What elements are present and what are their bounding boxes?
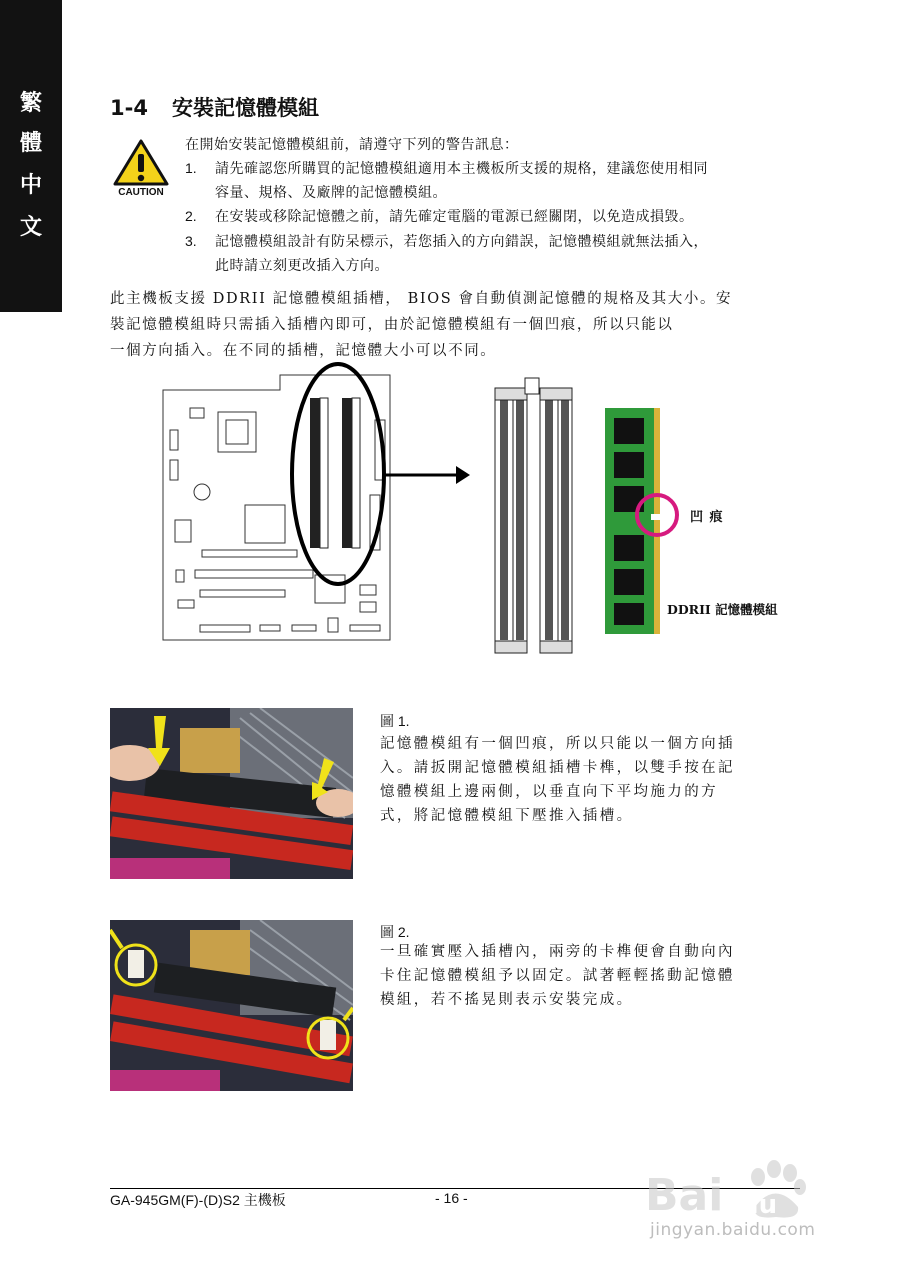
page-number: - 16 - xyxy=(435,1190,468,1206)
figure-1-photo xyxy=(110,708,353,879)
figure-2-photo xyxy=(110,920,353,1091)
section-title xyxy=(110,92,319,122)
caution-item-line: 在安裝或移除記憶體之前，請先確定電腦的電源已經關閉，以免造成損毀。 xyxy=(215,209,694,225)
dimm-slot-enlarged-1 xyxy=(495,388,527,653)
caution-item-line: 此時請立刻更改插入方向。 xyxy=(215,258,389,274)
watermark-url: jingyan.baidu.com xyxy=(650,1220,816,1240)
figure-2-title: 圖 2. xyxy=(380,924,410,940)
caption-line: 卡住記憶體模組予以固定。試著輕輕搖動記憶體 xyxy=(380,968,735,984)
caption-line: 模組，若不搖晃則表示安裝完成。 xyxy=(380,992,634,1008)
caption-line: 記憶體模組有一個凹痕，所以只能以一個方向插 xyxy=(380,736,735,752)
caption-line: 一旦確實壓入插槽內，兩旁的卡榫便會自動向內 xyxy=(380,944,735,960)
paragraph-line: 一個方向插入。在不同的插槽，記憶體大小可以不同。 xyxy=(110,343,497,359)
caption-line: 憶體模組上邊兩側，以垂直向下平均施力的方 xyxy=(380,784,718,800)
side-tab-char: 文 xyxy=(19,214,42,240)
side-tab-char: 中 xyxy=(19,172,42,198)
figure-2-caption xyxy=(380,940,796,1012)
memory-slot-diagram xyxy=(160,360,680,660)
side-tab-char: 繁 xyxy=(19,90,42,116)
paragraph-line: 裝記憶體模組時只需插入插槽內即可，由於記憶體模組有一個凹痕，所以只能以 xyxy=(110,317,674,333)
caption-line: 入。請扳開記憶體模組插槽卡榫，以雙手按在記 xyxy=(380,760,735,776)
paragraph-line: 此主機板支援 DDRII 記憶體模組插槽， BIOS 會自動偵測記憶體的規格及其大小。安 xyxy=(110,291,733,307)
caution-icon xyxy=(112,138,170,198)
svg-text:du: du xyxy=(740,1190,778,1220)
figure-1-title: 圖 1. xyxy=(380,713,410,729)
caution-item-number: 2. xyxy=(185,208,197,224)
connector-small xyxy=(525,378,539,394)
caution-intro: 在開始安裝記憶體模組前，請遵守下列的警告訊息： xyxy=(185,137,519,153)
dimm-slots-small xyxy=(310,398,360,548)
figure-1-caption xyxy=(380,732,796,828)
ddr2-module-label: DDRII 記憶體模組 xyxy=(667,602,778,617)
svg-text:Bai: Bai xyxy=(645,1170,724,1221)
caution-item-line: 容量、規格、及廠牌的記憶體模組。 xyxy=(215,185,447,201)
caption-line: 式，將記憶體模組下壓推入插槽。 xyxy=(380,808,634,824)
section-title-text: 安裝記憶體模組 xyxy=(172,96,319,120)
section-number: 1-4 xyxy=(110,96,148,120)
intro-paragraph xyxy=(110,286,800,364)
ddr2-module xyxy=(605,408,660,634)
side-language-tab xyxy=(0,0,62,312)
caution-item-line: 請先確認您所購買的記憶體模組適用本主機板所支援的規格，建議您使用相同 xyxy=(215,161,708,177)
notch-label: 凹 痕 xyxy=(690,510,724,525)
highlight-oval xyxy=(292,364,384,584)
caution-item-line: 記憶體模組設計有防呆標示，若您插入的方向錯誤，記憶體模組就無法插入， xyxy=(215,234,708,250)
dimm-slot-enlarged-2 xyxy=(540,388,572,653)
footer-model: GA-945GM(F)-(D)S2 主機板 xyxy=(110,1192,286,1208)
caution-label: CAUTION xyxy=(118,187,164,198)
caution-item-number: 1. xyxy=(185,160,197,176)
side-tab-char: 體 xyxy=(19,130,42,156)
arrow-head xyxy=(456,466,470,484)
caution-item-number: 3. xyxy=(185,233,197,249)
